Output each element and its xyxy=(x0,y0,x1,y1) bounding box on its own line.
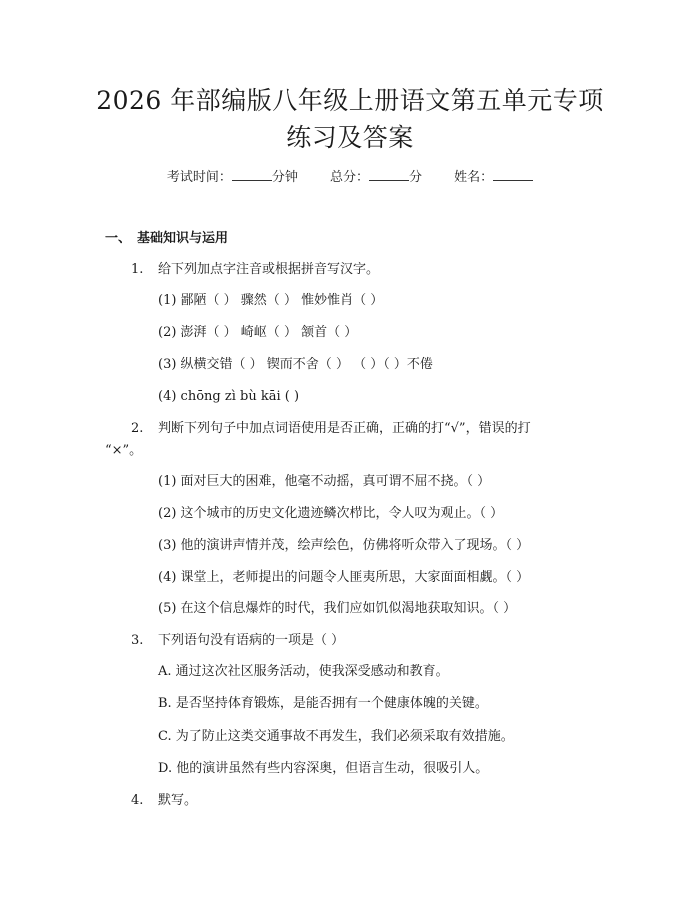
q3-option-d: D. 他的演讲虽然有些内容深奥，但语言生动，很吸引人。 xyxy=(158,761,489,776)
section-title: 基础知识与运用 xyxy=(137,231,229,246)
question-text: 下列语句没有语病的一项是（ ） xyxy=(158,633,345,648)
q1-item-1: (1) 鄙陋（ ） 骤然（ ） 惟妙惟肖（ ） xyxy=(158,293,384,308)
question-text: 默写。 xyxy=(158,793,198,808)
q1-item-3: (3) 纵横交错（ ） 锲而不舍（ ） （ ）（ ）不倦 xyxy=(158,357,433,372)
total-score-unit: 分 xyxy=(409,170,423,185)
q2-item-3: (3) 他的演讲声情并茂，绘声绘色，仿佛将听众带入了现场。（ ） xyxy=(158,538,530,553)
q2-item-1: (1) 面对巨大的困难，他毫不动摇，真可谓不屈不挠。（ ） xyxy=(158,474,491,489)
total-score-field xyxy=(330,170,426,185)
question-2 xyxy=(131,419,531,439)
q1-item-4: (4) chōng zì bù kāi ( ) xyxy=(158,389,300,404)
q3-option-c: C. 为了防止这类交通事故不再发生，我们必须采取有效措施。 xyxy=(158,729,514,744)
page-title-line2: 练习及答案 xyxy=(286,123,414,152)
question-4 xyxy=(131,791,197,811)
q2-item-5: (5) 在这个信息爆炸的时代，我们应如饥似渴地获取知识。（ ） xyxy=(158,601,517,616)
total-score-blank xyxy=(369,168,409,181)
question-1 xyxy=(131,260,379,280)
page-title-line1: 2026 年部编版八年级上册语文第五单元专项 xyxy=(96,86,604,115)
section-heading xyxy=(105,229,228,249)
exam-time-label: 考试时间： xyxy=(166,170,232,185)
exam-time-blank xyxy=(232,168,272,181)
exam-time-unit: 分钟 xyxy=(271,170,298,185)
name-field xyxy=(454,170,533,185)
question-2-continued: “×”。 xyxy=(105,443,143,458)
q1-item-2: (2) 澎湃（ ） 崎岖（ ） 颔首（ ） xyxy=(158,325,358,340)
question-text: 判断下列句子中加点词语使用是否正确，正确的打“√”，错误的打 xyxy=(158,421,531,436)
exam-time-field xyxy=(167,170,302,185)
q3-option-b: B. 是否坚持体育锻炼，是能否拥有一个健康体魄的关键。 xyxy=(158,696,488,711)
question-number: 2. xyxy=(131,421,144,436)
section-number: 一、 xyxy=(105,231,132,246)
question-number: 4. xyxy=(131,793,144,808)
question-3 xyxy=(131,631,344,651)
question-text: 给下列加点字注音或根据拼音写汉字。 xyxy=(158,262,380,277)
question-number: 3. xyxy=(131,633,144,648)
q2-item-2: (2) 这个城市的历史文化遗迹鳞次栉比，令人叹为观止。（ ） xyxy=(158,506,504,521)
q3-option-a: A. 通过这次社区服务活动，使我深受感动和教育。 xyxy=(158,664,449,679)
question-number: 1. xyxy=(131,262,144,277)
name-blank xyxy=(493,168,533,181)
name-label: 姓名： xyxy=(454,170,494,185)
q2-item-4: (4) 课堂上，老师提出的问题令人匪夷所思，大家面面相觑。（ ） xyxy=(158,570,530,585)
total-score-label: 总分： xyxy=(329,170,369,185)
exam-info xyxy=(0,168,700,188)
